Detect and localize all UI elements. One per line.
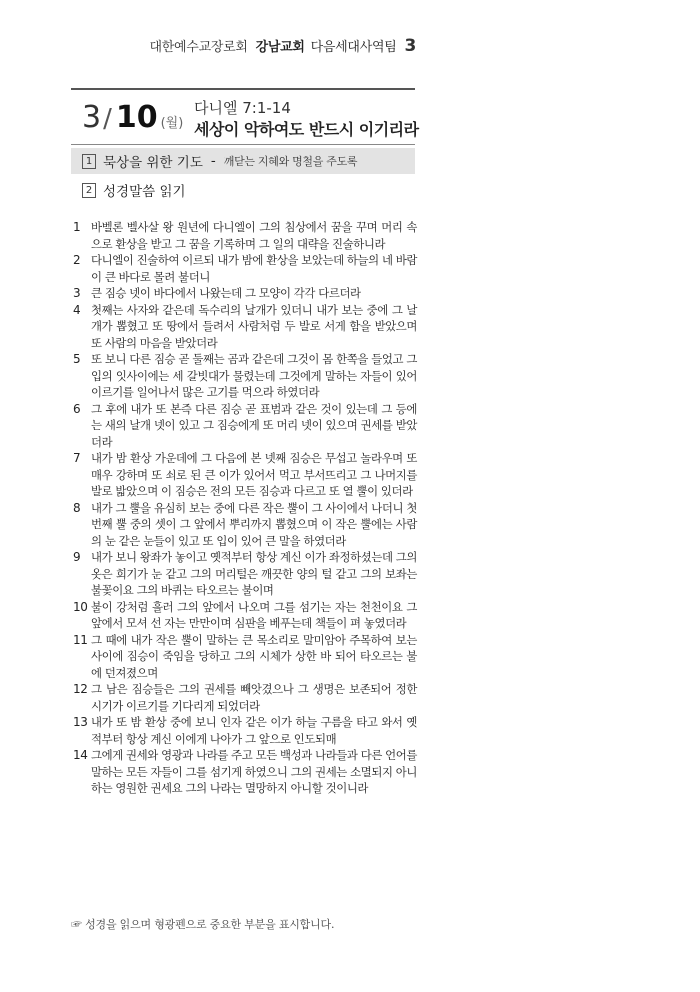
verse-text: 내가 또 밤 환상 중에 보니 인자 같은 이가 하늘 구름을 타고 와서 옛적부터 항상 계신 이에게 나아가 그 앞으로 인도되매 [91,715,417,746]
verse-item [73,500,417,550]
date-weekday: (월) [160,116,184,131]
verse-number: 14 [73,748,88,762]
verse-item [73,302,417,352]
verse-item [73,549,417,599]
footnote: ☞ 성경을 읽으며 형광펜으로 중요한 부분을 표시합니다. [71,918,335,931]
verse-text: 내가 그 뿔을 유심히 보는 중에 다른 작은 뿔이 그 사이에서 나더니 첫 번째 뿔 중의 셋이 그 앞에서 뿌리까지 뽑혔으며 이 작은 뿔에는 사람의 눈 같은 눈들이 있고 또 입이 있어 큰 말을 하였더라 [91,500,417,548]
verse-text: 또 보니 다른 짐승 곧 둘째는 곰과 같은데 그것이 몸 한쪽을 들었고 그 입의 잇사이에는 세 갈빗대가 물렸는데 그것에게 말하는 자들이 있어 이르기를 일어나서 많은 고기를 먹으라 하였더라 [91,352,417,399]
verse-text: 그 때에 내가 작은 뿔이 말하는 큰 목소리로 말미암아 주목하여 보는 사이에 짐승이 죽임을 당하고 그의 시체가 상한 바 되어 타오르는 불에 던져졌으며 [91,632,417,680]
step-prayer [71,148,415,174]
verse-number: 8 [73,500,81,515]
verse-item [73,285,417,302]
verse-text: 그 후에 내가 또 본즉 다른 짐승 곧 표범과 같은 것이 있는데 그 등에는 새의 날개 넷이 있고 그 짐승에게 또 머리 넷이 있으며 권세를 받았더라 [91,401,417,449]
verse-number: 10 [73,599,88,614]
verse-item [73,450,417,500]
org-name: 대한예수교장로회 [149,40,248,55]
verse-text: 그에게 권세와 영광과 나라를 주고 모든 백성과 나라들과 다른 언어를 말하는 모든 자들이 그를 섬기게 하였으니 그의 권세는 소멸되지 아니하는 영원한 권세요 그의 나라는 멸망하지 아니할 것이니라 [91,748,417,795]
step1-number-box: 1 [82,154,96,169]
verse-item [73,252,417,285]
passage-title: 세상이 악하여도 반드시 이기리라 [194,120,419,139]
step2-label: 성경말씀 읽기 [103,184,186,200]
step2-number-box: 2 [82,183,96,198]
date-block [82,100,183,135]
verse-text: 그 남은 짐승들은 그의 권세를 빼앗겼으나 그 생명은 보존되어 정한 시기가 이르기를 기다리게 되었더라 [91,682,417,713]
step1-label: 묵상을 위한 기도 [103,155,203,171]
verse-number: 9 [73,550,81,564]
verse-number: 13 [73,715,88,729]
verse-number: 1 [73,220,81,234]
verse-text: 불이 강처럼 흘러 그의 앞에서 나오며 그를 섬기는 자는 천천이요 그 앞에서 모셔 선 자는 만만이며 심판을 베푸는데 책들이 펴 놓였더라 [91,599,417,630]
verse-number: 11 [73,632,88,647]
verse-number: 7 [73,451,81,465]
verse-number: 4 [73,302,81,317]
verse-text: 바벨론 벨사살 왕 원년에 다니엘이 그의 침상에서 꿈을 꾸며 머리 속으로 환상을 받고 그 꿈을 기록하며 그 일의 대략을 진술하니라 [91,220,417,251]
top-divider [71,88,415,90]
verse-text: 첫째는 사자와 같은데 독수리의 날개가 있더니 내가 보는 중에 그 날개가 뽑혔고 또 땅에서 들려서 사람처럼 두 발로 서게 함을 받았으며 또 사람의 마음을 받았더라 [91,302,417,350]
page-header [150,36,416,56]
verse-text: 큰 짐승 넷이 바다에서 나왔는데 그 모양이 각각 다르더라 [91,286,361,300]
date-day: 10 [115,100,158,135]
verse-list [73,219,417,797]
verse-text: 내가 보니 왕좌가 놓이고 옛적부터 항상 계신 이가 좌정하셨는데 그의 옷은 희기가 눈 같고 그의 머리털은 깨끗한 양의 털 같고 그의 보좌는 불꽃이요 그의 바퀴는 타오르는 불이며 [91,550,417,597]
passage-reference: 다니엘 7:1-14 [194,99,291,117]
verse-number: 12 [73,682,88,696]
verse-item [73,599,417,632]
church-name: 강남교회 [255,40,305,55]
page-number: 3 [404,36,416,56]
verse-item [73,632,417,682]
mid-divider [71,144,415,145]
verse-item [73,681,417,714]
team-name: 다음세대사역팀 [310,40,397,55]
verse-text: 내가 밤 환상 가운데에 그 다음에 본 넷째 짐승은 무섭고 놀라우며 또 매우 강하며 또 쇠로 된 큰 이가 있어서 먹고 부서뜨리고 그 나머지를 발로 밟았으며 이 짐승은 전의 모든 짐승과 다르고 또 열 뿔이 있더라 [91,451,417,498]
verse-text: 다니엘이 진술하여 이르되 내가 밤에 환상을 보았는데 하늘의 네 바람이 큰 바다로 몰려 불더니 [91,253,417,284]
verse-item [73,714,417,747]
verse-number: 5 [73,352,81,366]
verse-item [73,401,417,451]
step-reading [71,180,186,200]
verse-number: 3 [73,286,81,300]
step1-subtitle: 깨닫는 지혜와 명철을 주도록 [223,155,358,168]
verse-item [73,351,417,401]
verse-item [73,219,417,252]
date-slash: / [103,104,112,134]
verse-number: 2 [73,253,81,267]
step1-dash: - [210,153,216,169]
verse-number: 6 [73,401,81,416]
date-month: 3 [82,100,102,135]
verse-item [73,747,417,797]
